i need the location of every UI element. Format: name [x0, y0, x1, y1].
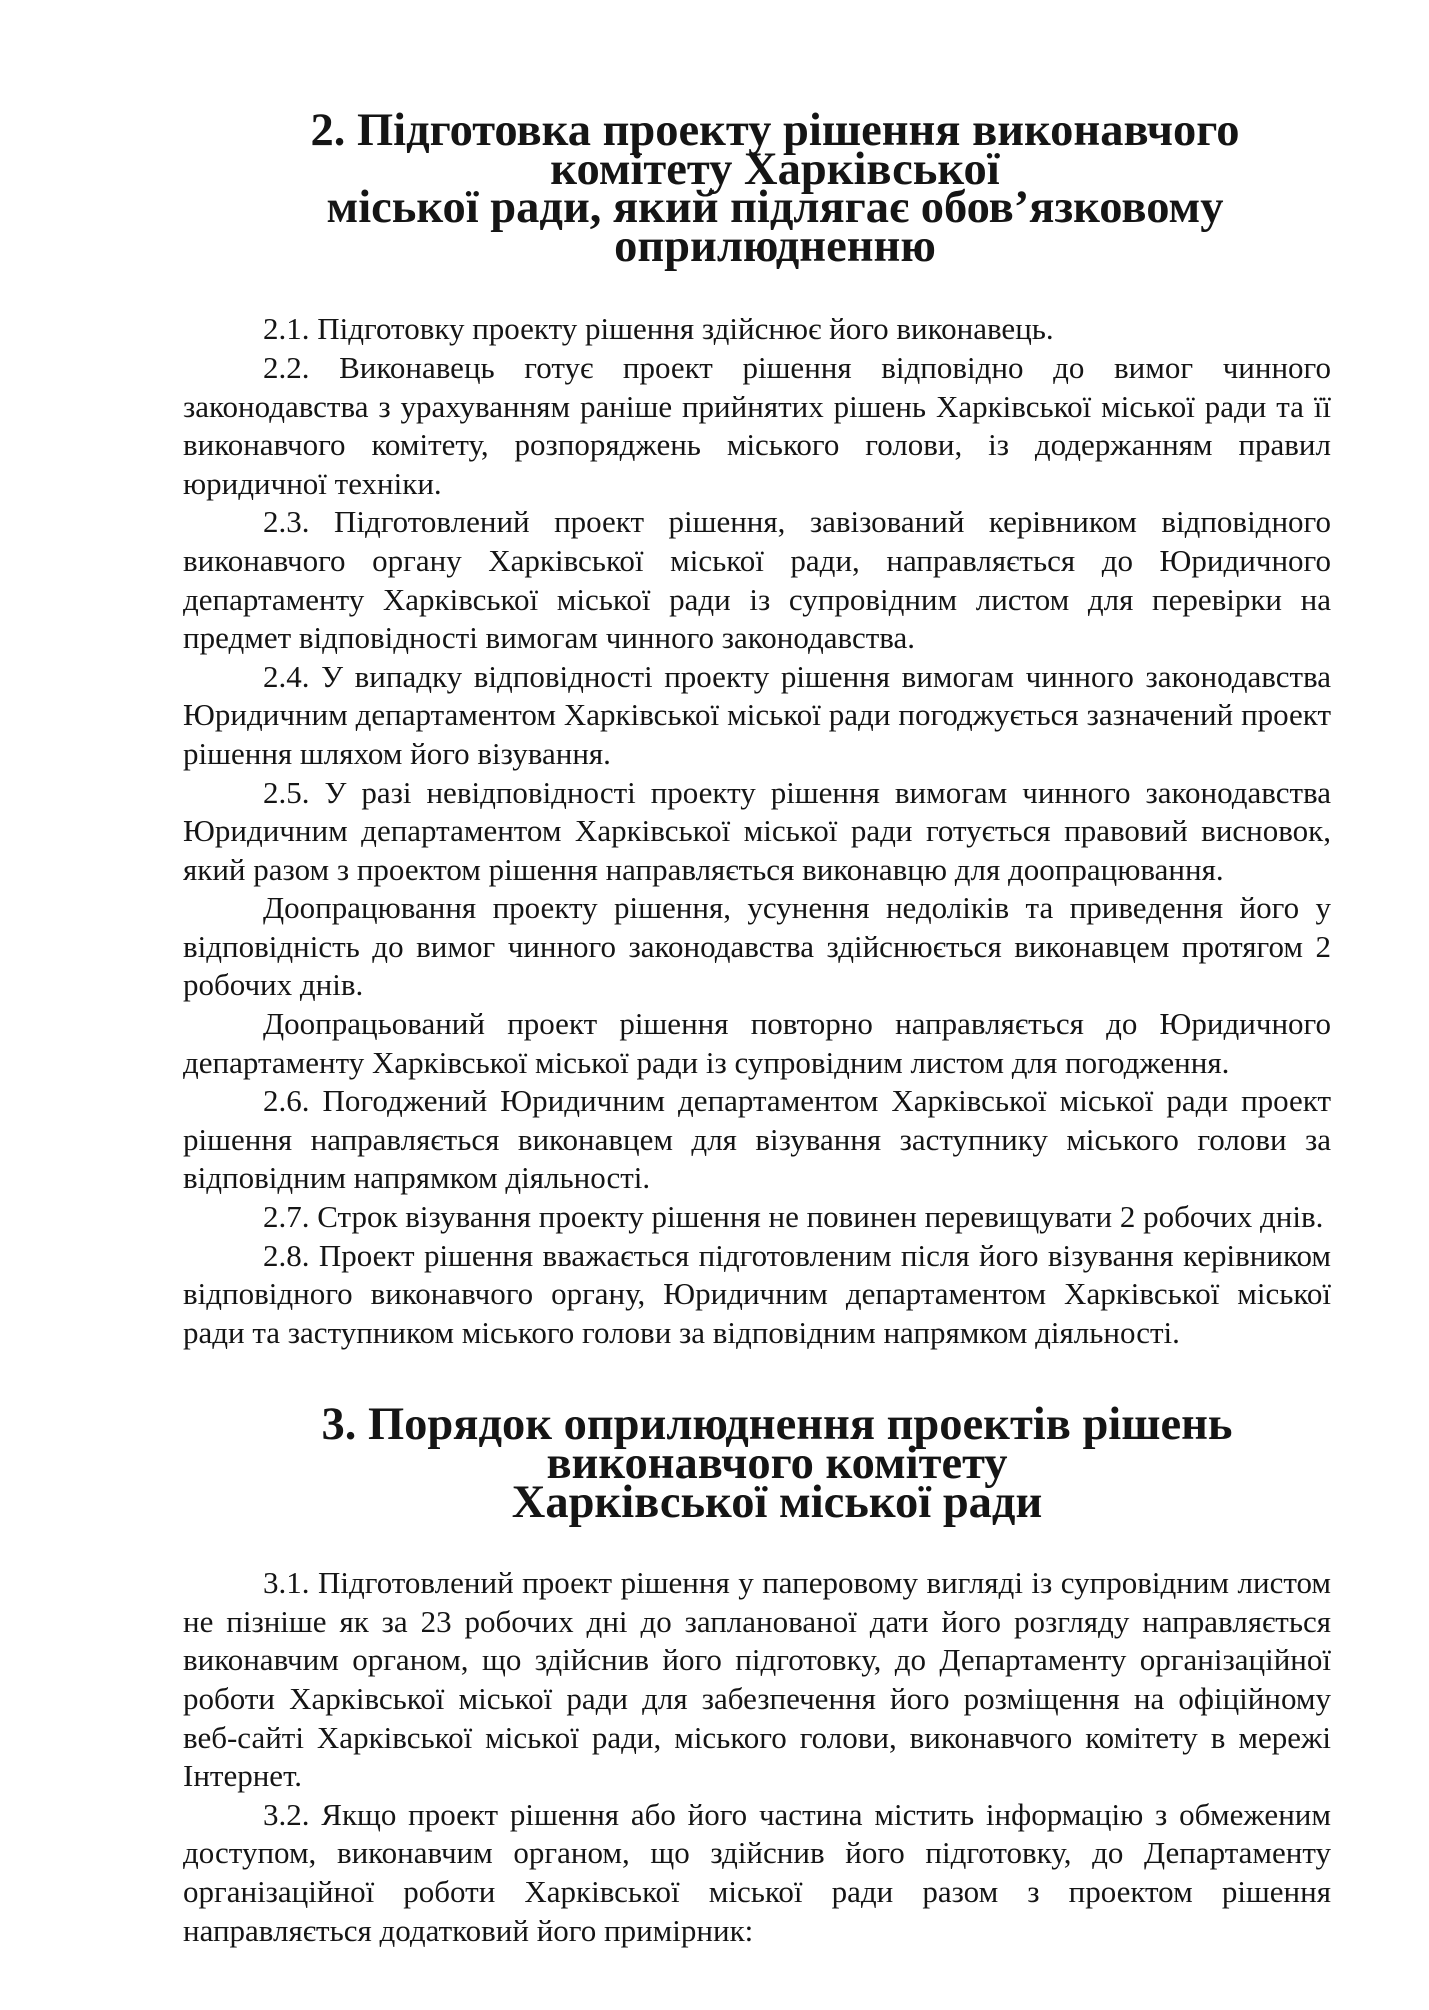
paragraph-3-1: 3.1. Підготовлений проект рішення у паперовому вигляді із супровідним листом не пізніше як за 23 робочих дні до запланованої дати його розгляду направляється виконавчим органом, що здійснив його підготовку, до Департаменту організаційної роботи Харківської міської ради для забезпечення його розміщення на офіційному веб-сайті Харківської міської ради, міського голови, виконавчого комітету в мережі Інтернет. [183, 1565, 1331, 1794]
paragraph-3-2: 3.2. Якщо проект рішення або його частина містить інформацію з обмеженим доступом, виконавчим органом, що здійснив його підготовку, до Департаменту організаційної роботи Харківської міської ради разом з проектом рішення направляється додатковий його примірник: [183, 1796, 1331, 1948]
section-2-heading-line-1: 2. Підготовка проекту рішення виконавчого комітету Харківської [310, 105, 1240, 195]
paragraph-2-5: 2.5. У разі невідповідності проекту рішення вимогам чинного законодавства Юридичним департаментом Харківської міської ради готується правовий висновок, який разом з проектом рішення направляється виконавцю для доопрацювання. [183, 774, 1331, 887]
section-3-heading [183, 1399, 1331, 1528]
section-3-heading-line-2: Харківської міської ради [511, 1476, 1043, 1528]
paragraph-2-1: 2.1. Підготовку проекту рішення здійснює його виконавець. [263, 311, 1054, 347]
paragraph-2-2: 2.2. Виконавець готує проект рішення відповідно до вимог чинного законодавства з урахуванням раніше прийнятих рішень Харківської міської ради та її виконавчого комітету, розпоряджень міського голови, із додержанням правил юридичної техніки. [183, 349, 1331, 501]
section-2-heading [183, 105, 1331, 272]
paragraph-2-6: 2.6. Погоджений Юридичним департаментом Харківської міської ради проект рішення направляється виконавцем для візування заступнику міського голови за відповідним напрямком діяльності. [183, 1083, 1331, 1196]
paragraph-2-8: 2.8. Проект рішення вважається підготовленим після його візування керівником відповідного виконавчого органу, Юридичним департаментом Харківської міської ради та заступником міського голови за відповідним напрямком діяльності. [183, 1237, 1331, 1350]
paragraph-2-3: 2.3. Підготовлений проект рішення, завізований керівником відповідного виконавчого органу Харківської міської ради, направляється до Юридичного департаменту Харківської міської ради із супровідним листом для перевірки на предмет відповідності вимогам чинного законодавства. [183, 504, 1331, 656]
paragraph-2-5-resubmission: Доопрацьований проект рішення повторно направляється до Юридичного департаменту Харківської міської ради із супровідним листом для погодження. [183, 1006, 1331, 1080]
section-3-heading-line-1: 3. Порядок оприлюднення проектів рішень виконавчого комітету [321, 1399, 1233, 1489]
paragraph-2-5-revision: Доопрацювання проекту рішення, усунення недоліків та приведення його у відповідність до вимог чинного законодавства здійснюється виконавцем протягом 2 робочих днів. [183, 890, 1331, 1003]
section-2-heading-line-2: міської ради, який підлягає обов’язковому оприлюдненню [326, 182, 1224, 272]
document-page [183, 105, 1331, 1950]
section-2-body [183, 310, 1331, 1352]
paragraph-2-4: 2.4. У випадку відповідності проекту рішення вимогам чинного законодавства Юридичним департаментом Харківської міської ради погоджується зазначений проект рішення шляхом його візування. [183, 658, 1331, 771]
section-3-body [183, 1564, 1331, 1950]
paragraph-2-7: 2.7. Строк візування проекту рішення не повинен перевищувати 2 робочих днів. [263, 1199, 1324, 1235]
